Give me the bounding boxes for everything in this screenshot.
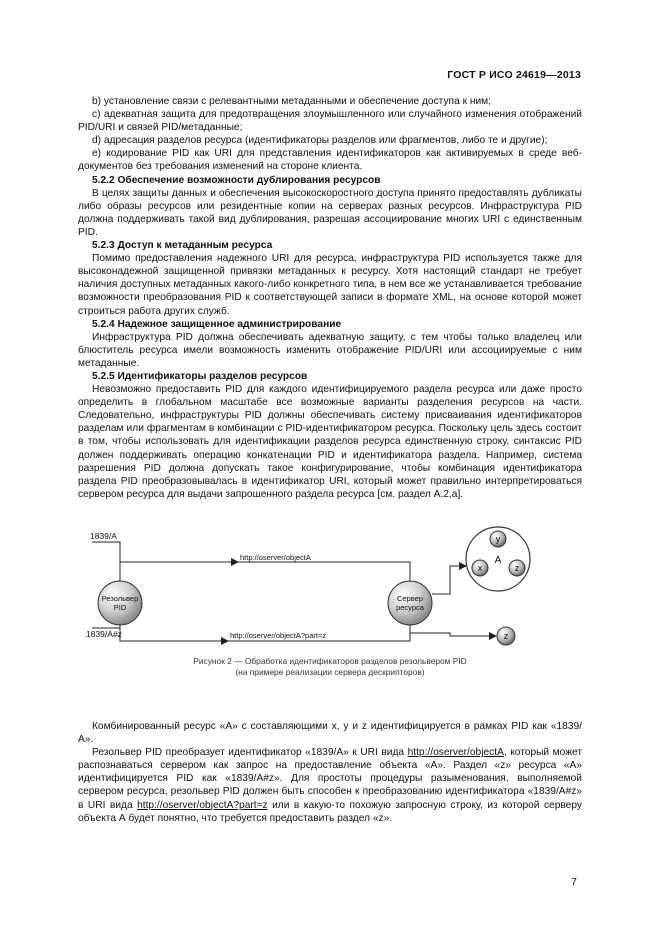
url-top-connector [120, 562, 410, 581]
server-label-2: ресурса [396, 603, 424, 612]
server-label-1: Сервер [396, 594, 424, 603]
figure-caption [78, 656, 582, 677]
paragraph-resolver-conversion [78, 746, 582, 825]
section-heading-5-2-3: 5.2.3 Доступ к метаданным ресурса [92, 240, 273, 252]
part-url-link[interactable]: http://oserver/objectA?part=z [137, 799, 268, 811]
paragraph-text-b: , который может распознаваться сервером как запрос на предоставление объекта «А». Раздел «z» ресурса «А» идентифицируется PID как «1839/А#z». Для простоты процедуры разыменования, выполняемой сервером ресурса, резольвер PID должен быть способен к преобразованию идентификатора «1839/А#z» в URI вида [78, 747, 582, 811]
section-heading-5-2-2: 5.2.2 Обеспечение возможности дублирования ресурсов [92, 174, 381, 186]
paragraph-combined-resource: Комбинированный ресурс «А» с составляющими х, у и z идентифицируется в рамках PID как «1839/А». [78, 721, 582, 746]
document-header: ГОСТ Р ИСО 24619—2013 [447, 69, 581, 81]
input-bottom-label: 1839/A#z [86, 629, 122, 639]
caption-line-2: (на примере реализации сервера дескрипторов) [235, 666, 425, 677]
paragraph-text-c: или в какую-то похожую запросную строку, из которой серверу объекта А будет понятно, что требуется предоставить раздел «z». [78, 799, 582, 824]
server-to-object-line [432, 566, 466, 594]
list-item-e: е) кодирование PID как URI для представления идентификаторов как активируемых в среде веб-документов без требования изменений на стороне клиента. [78, 148, 582, 173]
url-bottom-label: http://oserver/objectA?part=z [230, 631, 327, 640]
part-y-label: y [495, 534, 501, 544]
resolver-label-1: Резольвер [101, 594, 139, 603]
resolver-label-2: PID [113, 603, 127, 612]
page-number: 7 [571, 876, 577, 888]
object-a-label: A [494, 555, 502, 566]
figure-2-diagram [78, 524, 582, 648]
list-item-b: b) установление связи с релевантными метаданными и обеспечение доступа к ним; [92, 96, 492, 107]
body-text [78, 95, 582, 501]
part-x-label: x [477, 563, 483, 573]
section-text-5-2-3: Помимо предоставления надежного URI для ресурса, инфраструктура PID используется также для высоконадежной защищенной привязки метаданных к ресурсу. Хотя настоящий стандарт не требует наличия доступных метаданных какого-либо конкретного типа, в нем все же устанавливается требование возможности преобразования PID к соответствующей записи в формате XML, на основе которой может строиться работа других служб. [78, 253, 582, 317]
section-heading-5-2-4: 5.2.4 Надежное защищенное администрирование [92, 318, 342, 330]
url-top-label: http://oserver/objectA [240, 553, 311, 562]
caption-line-1: Рисунок 2 — Обработка идентификаторов разделов резольвером PID [193, 656, 467, 666]
section-text-5-2-5: Невозможно предоставить PID для каждого идентифицируемого раздела ресурса или даже просто определить в глобальном масштабе все возможные варианты разделения ресурсов на части. Следовательно, инфраструктуры PID должны обеспечивать систему присваивания идентификаторов разделам или фрагментам в комбинации с PID-идентификатором ресурса. Поскольку цель здесь состоит в том, чтобы использовать для идентификации разделов ресурса единственную строку, синтаксис PID должен поддерживать операцию конкатенации PID и идентификатора раздела. Например, система разрешения PID должна допускать такое конфигурирование, чтобы комбинация идентификатора раздела PID преобразовывалась в идентификатор URI, который может правильно интерпретироваться сервером ресурса для выдачи запрошенного раздела ресурса [см. раздел А.2,а]. [78, 384, 582, 500]
input-top-label: 1839/A [90, 531, 117, 541]
resolver-diagram [78, 524, 582, 648]
paragraph-text-a: Резольвер PID преобразует идентификатор «1839/А» к URI вида [92, 747, 408, 759]
section-text-5-2-4: Инфраструктура PID должна обеспечивать адекватную защиту, с тем чтобы только владелец или блюститель ресурса имели возможность изменить отображение PID/URI или ассоциируемые с ним метаданные. [78, 331, 582, 369]
server-to-part-line [410, 625, 496, 636]
list-item-d: d) адресация разделов ресурса (идентификаторы разделов или фрагментов, либо те и другие); [92, 135, 548, 147]
section-text-5-2-2: В целях защиты данных и обеспечения высокоскоростного доступа принято предоставлять дубликаты либо образы ресурсов или резидентные копии на серверах разных ресурсов. Инфраструктура PID должна поддерживать такой вид дублирования, разрешая ассоциирование многих URI с единственным PID. [78, 187, 582, 238]
body-text-after-figure [78, 720, 582, 825]
input-top-line [92, 542, 120, 584]
section-heading-5-2-5: 5.2.5 Идентификаторы разделов ресурсов [92, 370, 308, 382]
output-part-z-label: z [503, 631, 509, 641]
list-item-c: с) адекватная защита для предотвращения злоумышленного или случайного изменения отображений PID/URI и связей PID/метаданные; [78, 109, 582, 134]
part-z-label: z [514, 563, 520, 573]
object-url-link[interactable]: http://oserver/objectA [407, 747, 504, 759]
